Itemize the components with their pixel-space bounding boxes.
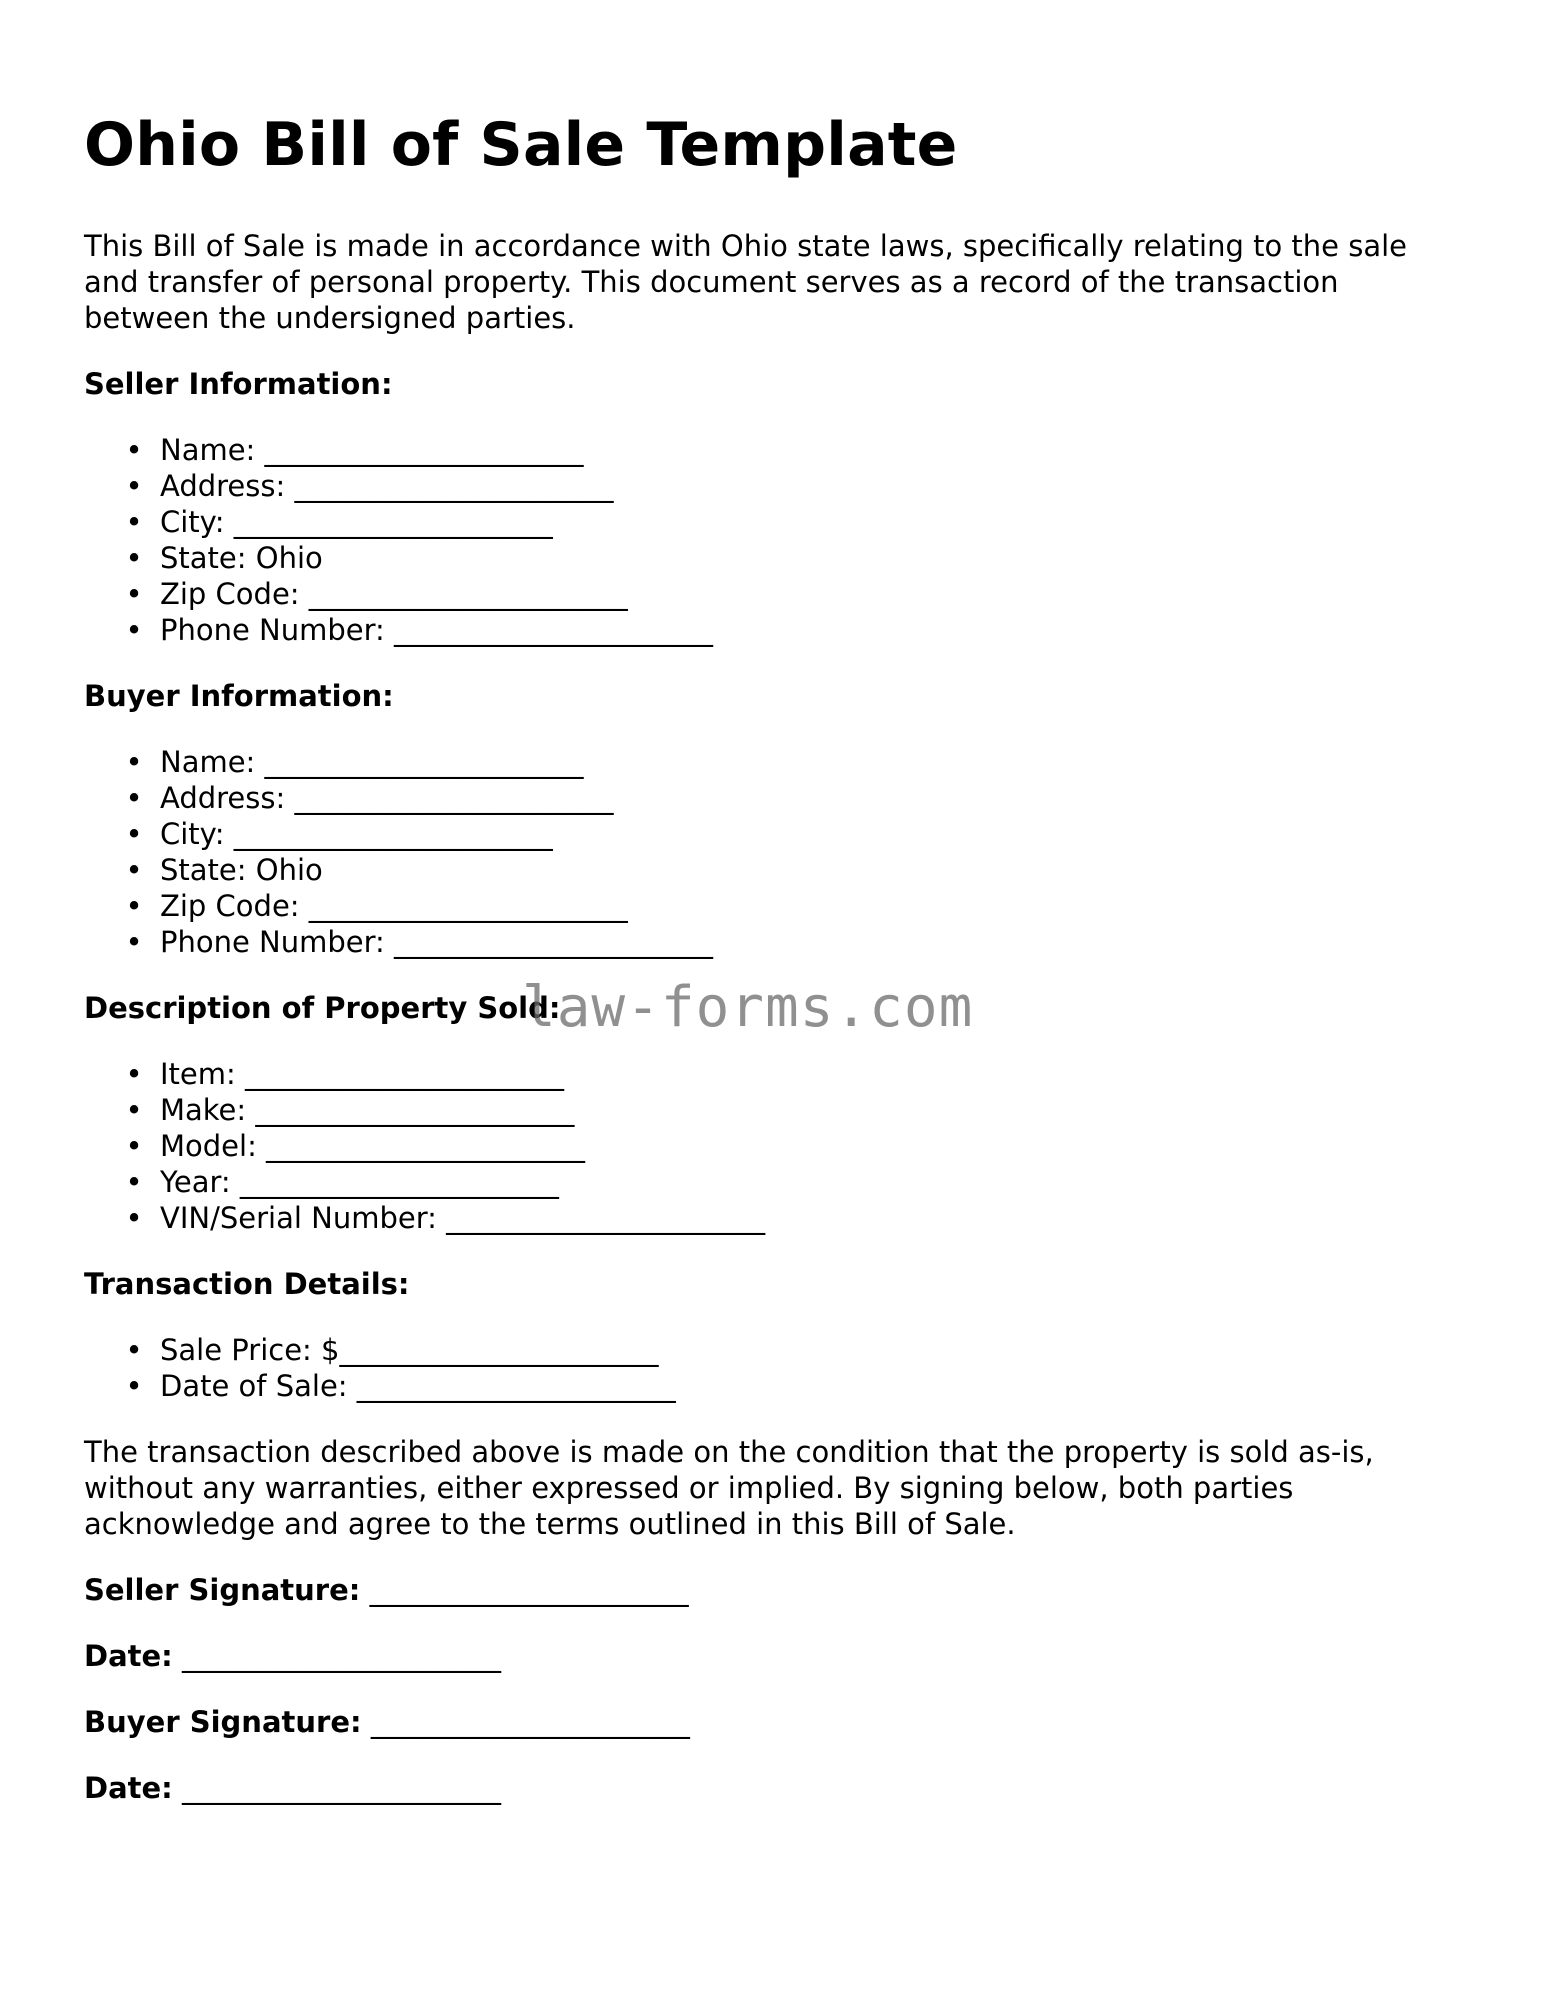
seller-name-field: • Name: ______________________ [125,433,584,467]
bullet: • [125,577,143,611]
bullet: • [125,613,143,647]
buyer-heading: Buyer Information: [84,679,394,713]
property-model-field: • Model: ______________________ [125,1129,586,1163]
document-page [84,104,1484,1836]
buyer-signature-label: Buyer Signature: [84,1705,362,1739]
sale-price-field: • Sale Price: $______________________ [125,1333,659,1367]
buyer-address-field: • Address: ______________________ [125,781,614,815]
seller-state-field: • State: Ohio [125,541,323,575]
buyer-signature-blank: ______________________ [361,1705,690,1739]
transaction-field-list [84,1332,1484,1404]
bullet: • [125,1201,143,1235]
seller-zip-field: • Zip Code: ______________________ [125,577,628,611]
buyer-field-list [84,744,1484,960]
seller-city-field: • City: ______________________ [125,505,553,539]
buyer-date-line [84,1770,1484,1806]
buyer-zip-field: • Zip Code: ______________________ [125,889,628,923]
bullet: • [125,1093,143,1127]
property-year-field: • Year: ______________________ [125,1165,559,1199]
seller-date-label: Date: [84,1639,173,1673]
seller-signature-line [84,1572,1484,1608]
seller-date-blank: ______________________ [172,1639,501,1673]
bullet: • [125,469,143,503]
buyer-date-label: Date: [84,1771,173,1805]
bullet: • [125,1333,143,1367]
transaction-heading: Transaction Details: [84,1267,410,1301]
page-title: Ohio Bill of Sale Template [84,110,958,180]
bullet: • [125,541,143,575]
bullet: • [125,433,143,467]
bullet: • [125,781,143,815]
seller-date-line [84,1638,1484,1674]
bullet: • [125,505,143,539]
property-heading: Description of Property Sold: [84,991,561,1025]
seller-signature-blank: ______________________ [360,1573,689,1607]
buyer-phone-field: • Phone Number: ______________________ [125,925,714,959]
seller-address-field: • Address: ______________________ [125,469,614,503]
buyer-state-field: • State: Ohio [125,853,323,887]
buyer-city-field: • City: ______________________ [125,817,553,851]
property-item-field: • Item: ______________________ [125,1057,565,1091]
bullet: • [125,889,143,923]
bullet: • [125,1369,143,1403]
conditions-paragraph: The transaction described above is made on the condition that the property is sold as-is, without any warranties, either expressed or implied. By signing below, both parties acknowledge and agree to the terms outlined in this Bill of Sale. [84,1435,1374,1541]
watermark: law-forms.com [522,975,974,1040]
bullet: • [125,745,143,779]
bullet: • [125,817,143,851]
seller-heading: Seller Information: [84,367,393,401]
bullet: • [125,853,143,887]
seller-phone-field: • Phone Number: ______________________ [125,613,714,647]
seller-signature-label: Seller Signature: [84,1573,361,1607]
bullet: • [125,1057,143,1091]
sale-date-field: • Date of Sale: ______________________ [125,1369,676,1403]
buyer-signature-line [84,1704,1484,1740]
bullet: • [125,1165,143,1199]
property-vin-field: • VIN/Serial Number: ______________________ [125,1201,766,1235]
property-field-list [84,1056,1484,1236]
seller-field-list [84,432,1484,648]
buyer-name-field: • Name: ______________________ [125,745,584,779]
intro-paragraph: This Bill of Sale is made in accordance with Ohio state laws, specifically relating to the sale and transfer of personal property. This document serves as a record of the transaction between the undersigned parties. [84,229,1408,335]
buyer-date-blank: ______________________ [172,1771,501,1805]
property-make-field: • Make: ______________________ [125,1093,575,1127]
bullet: • [125,1129,143,1163]
bullet: • [125,925,143,959]
